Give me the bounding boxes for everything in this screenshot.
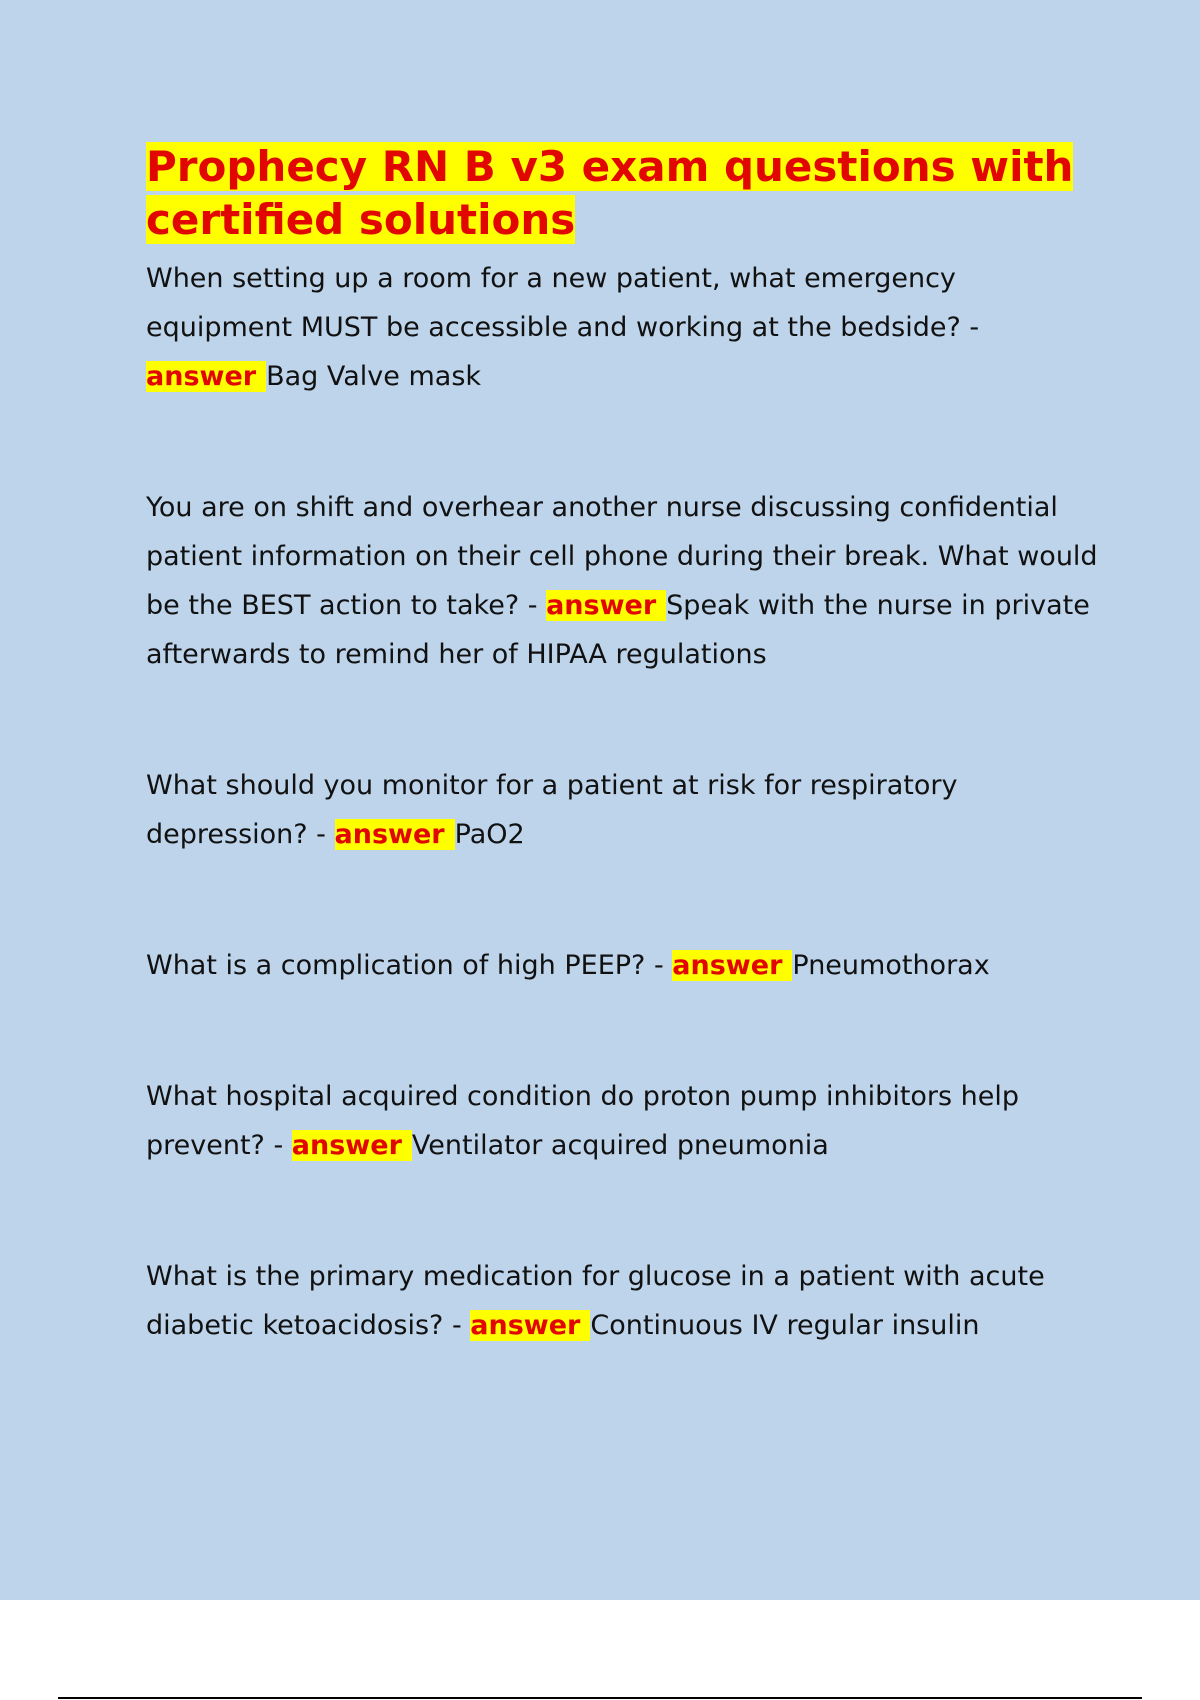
answer-text: Continuous IV regular insulin [590, 1310, 980, 1341]
answer-text: Pneumothorax [792, 950, 990, 981]
qa-item-1 [146, 254, 1106, 401]
answer-label: answer [292, 1130, 412, 1161]
footer-rule [58, 1697, 1142, 1699]
qa-item-5 [146, 1072, 1106, 1170]
answer-text: Speak with the nurse in private afterwards to remind her of HIPAA regulations [146, 590, 1090, 670]
answer-label: answer [546, 590, 666, 621]
question-text: What hospital acquired condition do proton pump inhibitors help prevent? - [146, 1081, 1020, 1161]
question-text: What is the primary medication for glucose in a patient with acute diabetic ketoacidosis? - [146, 1261, 1045, 1341]
question-text: You are on shift and overhear another nurse discussing confidential patient information on their cell phone during their break. What would be the BEST action to take? - [146, 492, 1098, 621]
answer-label: answer [335, 819, 455, 850]
answer-label: answer [146, 361, 266, 392]
answer-text: PaO2 [454, 819, 525, 850]
answer-text: Ventilator acquired pneumonia [411, 1130, 829, 1161]
answer-text: Bag Valve mask [266, 361, 482, 392]
qa-item-3 [146, 761, 1106, 859]
document-title [146, 140, 1106, 246]
answer-label: answer [672, 950, 792, 981]
qa-item-4 [146, 941, 1106, 990]
document-content [146, 140, 1106, 1350]
question-text: What should you monitor for a patient at risk for respiratory depression? - [146, 770, 958, 850]
question-text: What is a complication of high PEEP? - [146, 950, 664, 981]
qa-item-6 [146, 1252, 1106, 1350]
question-text: When setting up a room for a new patient, what emergency equipment MUST be accessible and working at the bedside? - [146, 263, 980, 343]
document-title-text: Prophecy RN B v3 exam questions with certified solutions [146, 142, 1074, 244]
qa-item-2 [146, 483, 1106, 679]
answer-label: answer [470, 1310, 590, 1341]
